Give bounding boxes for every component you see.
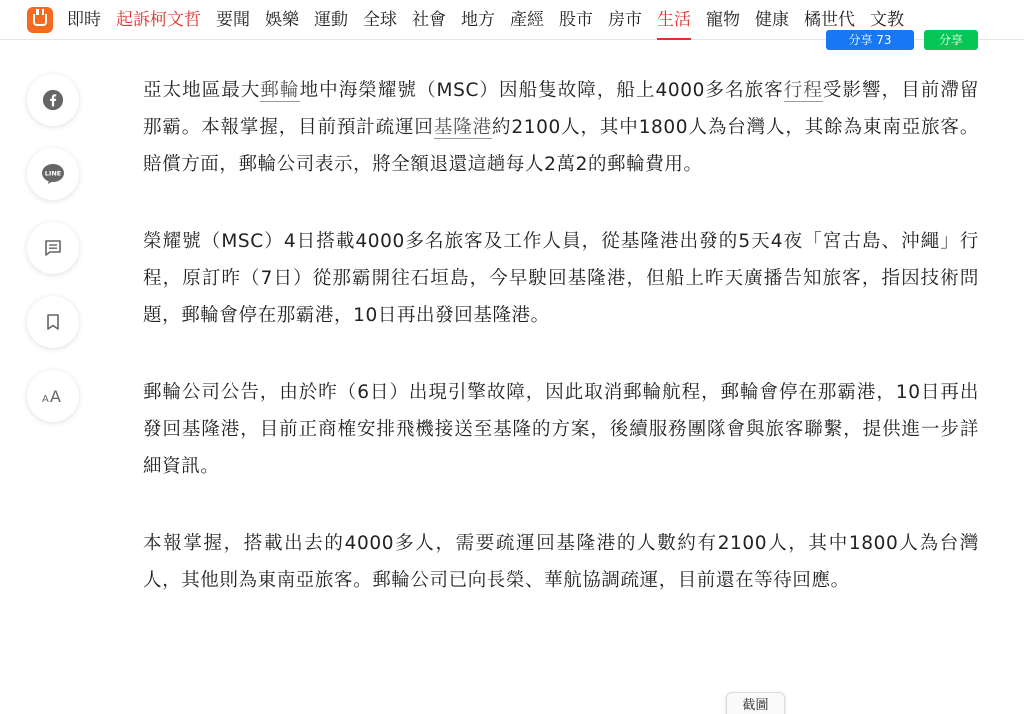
keyword-link[interactable]: 郵輪 [260, 80, 300, 101]
share-bar [826, 30, 978, 50]
line-icon [41, 163, 65, 185]
paragraph-text: 地中海榮耀號（MSC）因船隻故障，船上4000多名旅客 [299, 80, 784, 101]
article-paragraph-1 [143, 72, 979, 183]
nav-item-14[interactable]: 橘世代 [804, 9, 855, 30]
keyword-link[interactable]: 行程 [783, 80, 823, 101]
facebook-share-button[interactable]: 分享 73 [826, 30, 914, 50]
article-paragraph-4: 本報掌握，搭載出去的4000多人，需要疏運回基隆港的人數約有2100人，其中1800人為台灣人，其他則為東南亞旅客。郵輪公司已向長榮、華航協調疏運，目前還在等待回應。 [143, 533, 979, 591]
nav-item-5[interactable]: 全球 [363, 9, 397, 30]
paragraph-text: 受影響，目前滯留那霸。本報掌握，目前預計疏運回 [143, 80, 980, 138]
nav-items [67, 0, 919, 40]
font-size-icon [41, 387, 65, 405]
comment-icon [43, 238, 63, 258]
logo-icon [33, 14, 47, 26]
nav-item-4[interactable]: 運動 [314, 9, 348, 30]
nav-item-10[interactable]: 房市 [608, 9, 642, 30]
nav-item-9[interactable]: 股市 [559, 9, 593, 30]
nav-item-8[interactable]: 產經 [510, 9, 544, 30]
svg-text:A: A [42, 394, 49, 405]
nav-item-2[interactable]: 要聞 [216, 9, 250, 30]
paragraph-text: 亞太地區最大 [143, 80, 261, 101]
paragraph-text: 約2100人，其中1800人為台灣人，其餘為東南亞旅客。賠償方面，郵輪公司表示，將全額退還這趟每人2萬2的郵輪費用。 [143, 117, 979, 175]
nav-item-6[interactable]: 社會 [412, 9, 446, 30]
site-logo[interactable] [27, 7, 53, 33]
keyword-link[interactable]: 基隆港 [433, 117, 492, 138]
nav-item-0[interactable]: 即時 [67, 9, 101, 30]
bookmark-button[interactable] [27, 296, 79, 348]
line-share-button[interactable]: 分享 [924, 30, 978, 50]
nav-item-12[interactable]: 寵物 [706, 9, 740, 30]
screenshot-button[interactable]: 截圖 [726, 692, 785, 714]
article-body [143, 72, 979, 639]
facebook-icon [42, 89, 64, 111]
action-rail [27, 74, 79, 444]
svg-text:A: A [50, 387, 61, 405]
font-size-button[interactable] [27, 370, 79, 422]
nav-item-15[interactable]: 文教 [870, 9, 904, 30]
facebook-share-rail-button[interactable] [27, 74, 79, 126]
article-paragraph-3: 郵輪公司公告，由於昨（6日）出現引擎故障，因此取消郵輪航程，郵輪會停在那霸港，10日再出發回基隆港，目前正商榷安排飛機接送至基隆的方案，後續服務團隊會與旅客聯繫，提供進一步詳細資訊。 [143, 382, 979, 477]
comment-button[interactable] [27, 222, 79, 274]
nav-item-3[interactable]: 娛樂 [265, 9, 299, 30]
article-paragraph-2: 榮耀號（MSC）4日搭載4000多名旅客及工作人員，從基隆港出發的5天4夜「宮古島、沖繩」行程，原訂昨（7日）從那霸開往石垣島，今早駛回基隆港，但船上昨天廣播告知旅客，指因技術問題，郵輪會停在那霸港，10日再出發回基隆港。 [143, 231, 979, 326]
nav-item-13[interactable]: 健康 [755, 9, 789, 30]
line-share-rail-button[interactable] [27, 148, 79, 200]
svg-text:LINE: LINE [44, 169, 62, 178]
bookmark-icon [45, 313, 61, 331]
nav-item-7[interactable]: 地方 [461, 9, 495, 30]
nav-item-1[interactable]: 起訴柯文哲 [116, 9, 201, 30]
nav-item-11[interactable]: 生活 [657, 0, 691, 40]
